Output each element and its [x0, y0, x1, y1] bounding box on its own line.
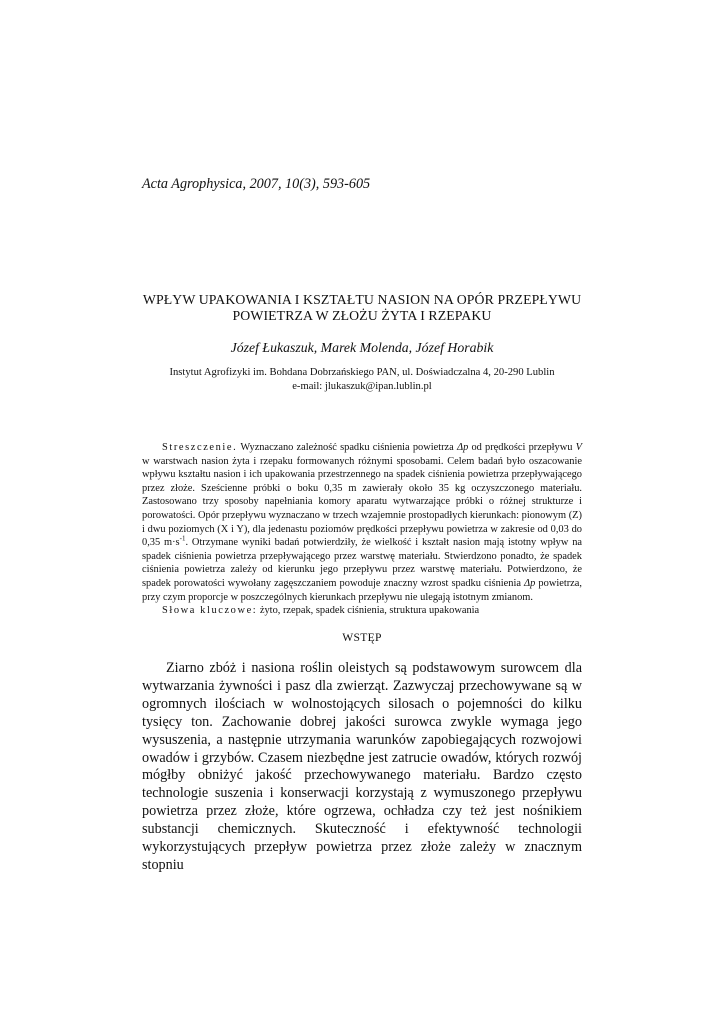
abstract-text — [142, 441, 582, 604]
abstract-seg: w warstwach nasion żyta i rzepaku formowanych różnymi sposobami. Celem badań było oszacowanie wpływu kształtu nasion i ich upakowania przestrzennego na spadek ciśnienia powietrza przepływającego przez złoże. Sześcienne próbki o boku 0,35 m zawierały około 35 kg oczyszczonego materiału. Zastosowano trzy sposoby napełniania komory aparatu wytwarzające próbki o różnej strukturze i porowatości. Opór przepływu wyznaczano w trzech wzajemnie prostopadłych kierunkach: pionowym (Z) i dwu poziomych (X i Y), dla jedenastu poziomów prędkości przepływu powietrza w zakresie od 0,03 do 0,35 m·s — [142, 455, 582, 549]
title-line-2: POWIETRZA W ZŁOŻU ŻYTA I RZEPAKU — [232, 308, 492, 323]
affiliation — [100, 366, 624, 394]
symbol-pressure-drop: Δp — [456, 442, 469, 453]
symbol-velocity: V — [575, 442, 582, 453]
keywords-list: żyto, rzepak, spadek ciśnienia, struktura upakowania — [257, 605, 480, 617]
symbol-pressure-drop: Δp — [524, 577, 536, 589]
unit-exponent: -1 — [179, 534, 186, 543]
paper-title — [100, 292, 624, 324]
keywords-label: Słowa kluczowe: — [162, 605, 258, 617]
abstract-seg: powietrza, przy czym proporcje w poszczególnych kierunkach przepływu nie ulegają istotnym zmianom. — [142, 577, 582, 603]
authors: Józef Łukaszuk, Marek Molenda, Józef Horabik — [230, 340, 494, 355]
body-text — [142, 660, 582, 875]
intro-paragraph: Ziarno zbóż i nasiona roślin oleistych są podstawowym surowcem dla wytwarzania żywności i pasz dla zwierząt. Zazwyczaj przechowywane są w ogromnych ilościach w wolnostojących silosach o pojemności do kilku tysięcy ton. Zachowanie dobrej jakości surowca zwykle wymaga jego wysuszenia, a następnie utrzymania warunków zapobiegających rozwojowi owadów i grzybów. Czasem niezbędne jest zatrucie owadów, których rozwój mógłby obniżyć jakość przechowywanego materiału. Bardzo często technologie suszenia i konserwacji korzystają z wymuszonego przepływu powietrza przez złoże, które ogrzewa, ochładza czy też jest nośnikiem substancji chemicznych. Skuteczność i efektywność technologii wykorzystujących przepływ powietrza przez złoże zależy w znacznym stopniu — [142, 660, 582, 873]
abstract-label: Streszczenie. — [162, 442, 238, 453]
affiliation-address: Instytut Agrofizyki im. Bohdana Dobrzańskiego PAN, ul. Doświadczalna 4, 20-290 Lublin — [169, 367, 555, 378]
abstract-seg: Wyznaczano zależność spadku ciśnienia powietrza — [237, 442, 457, 453]
affiliation-email: e-mail: jlukaszuk@ipan.lublin.pl — [292, 381, 432, 392]
section-heading: WSTĘP — [342, 631, 382, 644]
abstract-seg: . Otrzymane wyniki badań potwierdziły, że wielkość i kształt nasion mają istotny wpływ na spadek ciśnienia powietrza przepływającego przez warstwę materiału. Stwierdzono ponadto, że spadek ciśnienia powietrza zależy od kierunku jego przepływu przez warstwę materiału. Potwierdzono, że spadek porowatości wywołany zagęszczaniem powoduje znaczny wzrost spadku ciśnienia — [142, 537, 582, 589]
keywords — [142, 604, 582, 618]
title-line-1: WPŁYW UPAKOWANIA I KSZTAŁTU NASION NA OPÓR PRZEPŁYWU — [142, 292, 582, 307]
abstract — [142, 441, 582, 618]
journal-citation: Acta Agrophysica, 2007, 10(3), 593-605 — [142, 176, 371, 192]
abstract-seg: od prędkości przepływu — [468, 442, 576, 453]
